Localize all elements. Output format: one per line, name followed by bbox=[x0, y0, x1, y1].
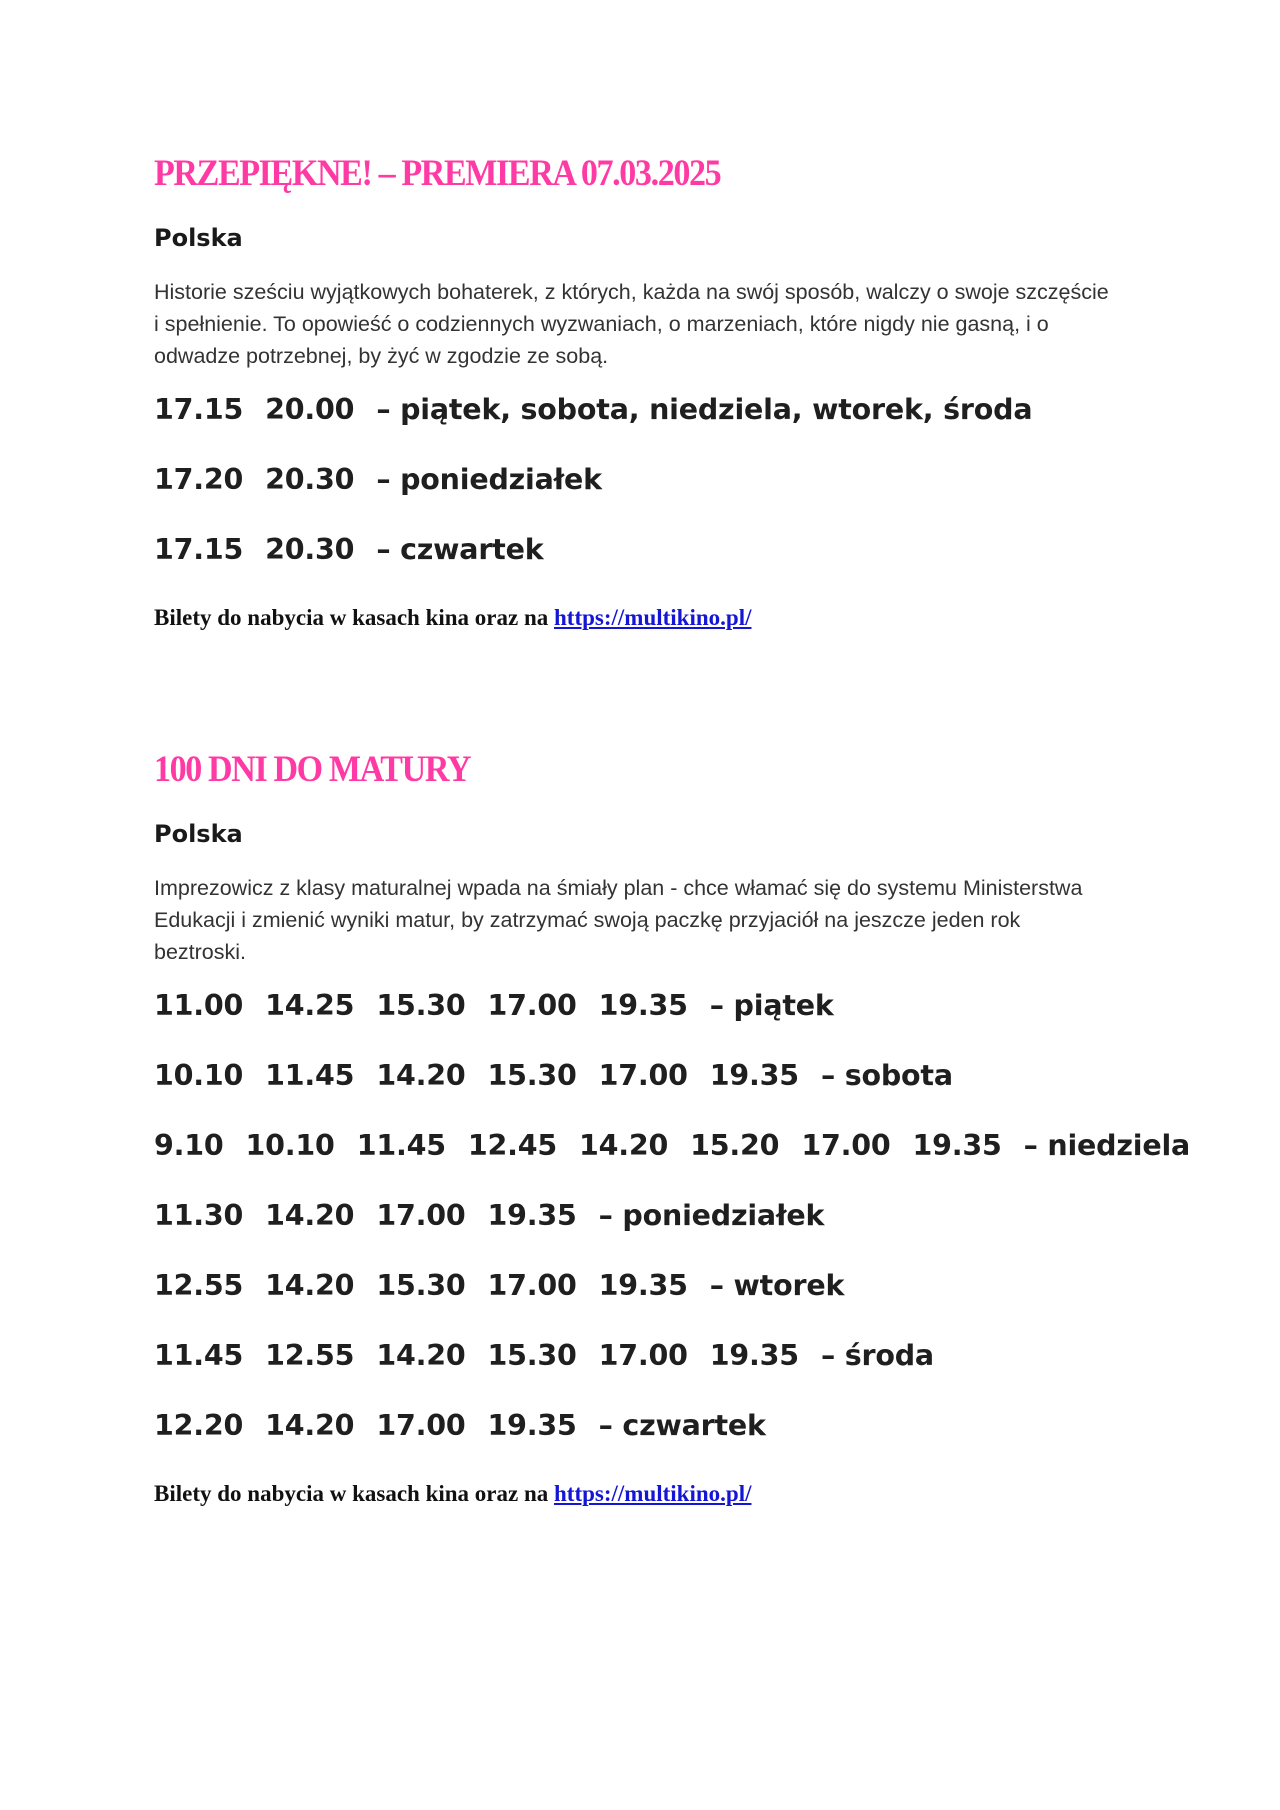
movie-section bbox=[154, 150, 1134, 634]
showtime-days: – czwartek bbox=[598, 1409, 766, 1442]
showtime-days: – wtorek bbox=[709, 1269, 845, 1302]
tickets-text: Bilety do nabycia w kasach kina oraz na bbox=[154, 605, 549, 630]
showtime-time: 17.00 bbox=[801, 1129, 891, 1162]
showtime-row bbox=[154, 530, 1134, 600]
showtime-time: 14.20 bbox=[265, 1269, 355, 1302]
showtime-days: – poniedziałek bbox=[598, 1199, 825, 1232]
showtime-time: 11.45 bbox=[154, 1339, 244, 1372]
showtime-time: 19.35 bbox=[709, 1059, 799, 1092]
showtime-time: 14.20 bbox=[265, 1409, 355, 1442]
showtime-time: 15.30 bbox=[376, 989, 466, 1022]
showtime-time: 20.30 bbox=[265, 463, 355, 496]
showtime-time: 19.35 bbox=[487, 1409, 577, 1442]
showtime-days: – piątek bbox=[709, 989, 834, 1022]
showtime-time: 17.15 bbox=[154, 533, 244, 566]
showtime-time: 19.35 bbox=[598, 989, 688, 1022]
showtime-time: 12.55 bbox=[154, 1269, 244, 1302]
showtime-time: 11.30 bbox=[154, 1199, 244, 1232]
showtime-row bbox=[154, 390, 1134, 460]
showtime-days: – czwartek bbox=[376, 533, 544, 566]
showtime-time: 15.30 bbox=[376, 1269, 466, 1302]
showtime-time: 17.00 bbox=[598, 1339, 688, 1372]
movie-title: PRZEPIĘKNE! – PREMIERA 07.03.2025 bbox=[154, 153, 721, 194]
tickets-info bbox=[154, 1478, 1134, 1510]
showtime-time: 17.15 bbox=[154, 393, 244, 426]
showtime-time: 19.35 bbox=[598, 1269, 688, 1302]
showtime-time: 15.30 bbox=[487, 1339, 577, 1372]
tickets-link[interactable]: https://multikino.pl/ bbox=[554, 605, 752, 630]
showtime-row bbox=[154, 1196, 1134, 1266]
showtime-row bbox=[154, 1266, 1134, 1336]
showtime-time: 14.20 bbox=[579, 1129, 669, 1162]
showtime-days: – niedziela bbox=[1023, 1129, 1191, 1162]
showtime-days: – środa bbox=[820, 1339, 934, 1372]
showtime-row bbox=[154, 1126, 1191, 1196]
tickets-info bbox=[154, 602, 1134, 634]
showtime-time: 20.00 bbox=[265, 393, 355, 426]
showtimes-list bbox=[154, 390, 1134, 600]
showtime-time: 10.10 bbox=[154, 1059, 244, 1092]
showtime-time: 17.00 bbox=[376, 1199, 466, 1232]
tickets-link[interactable]: https://multikino.pl/ bbox=[554, 1481, 752, 1506]
showtime-time: 19.35 bbox=[912, 1129, 1002, 1162]
showtime-time: 17.00 bbox=[487, 989, 577, 1022]
showtime-days: – sobota bbox=[820, 1059, 953, 1092]
showtime-time: 19.35 bbox=[709, 1339, 799, 1372]
showtime-days: – poniedziałek bbox=[376, 463, 602, 496]
showtime-time: 15.20 bbox=[690, 1129, 780, 1162]
showtime-time: 14.20 bbox=[376, 1339, 466, 1372]
showtime-time: 14.20 bbox=[376, 1059, 466, 1092]
showtime-time: 9.10 bbox=[154, 1129, 224, 1162]
showtime-time: 11.45 bbox=[265, 1059, 355, 1092]
showtime-time: 12.55 bbox=[265, 1339, 355, 1372]
showtime-row bbox=[154, 1336, 1134, 1406]
showtime-time: 15.30 bbox=[487, 1059, 577, 1092]
showtime-time: 14.20 bbox=[265, 1199, 355, 1232]
showtime-row bbox=[154, 1406, 1134, 1476]
showtime-time: 17.00 bbox=[598, 1059, 688, 1092]
showtimes-list bbox=[154, 986, 1191, 1476]
showtime-time: 11.45 bbox=[356, 1129, 446, 1162]
showtime-days: – piątek, sobota, niedziela, wtorek, środa bbox=[376, 393, 1033, 426]
movie-country: Polska bbox=[154, 224, 243, 252]
showtime-time: 17.00 bbox=[376, 1409, 466, 1442]
movie-title: 100 DNI DO MATURY bbox=[154, 749, 471, 790]
movie-description: Historie sześciu wyjątkowych bohaterek, z których, każda na swój sposób, walczy o swoje szczęście i spełnienie. To opowieść o codziennych wyzwaniach, o marzeniach, które nigdy nie gasną, i o odwadze potrzebnej, by żyć w zgodzie ze sobą. bbox=[154, 280, 1109, 368]
movie-description: Imprezowicz z klasy maturalnej wpada na śmiały plan - chce włamać się do systemu Ministerstwa Edukacji i zmienić wyniki matur, by zatrzymać swoją paczkę przyjaciół na jeszcze jeden rok beztroski. bbox=[154, 876, 1083, 964]
showtime-row bbox=[154, 986, 1134, 1056]
showtime-time: 20.30 bbox=[265, 533, 355, 566]
movie-country: Polska bbox=[154, 820, 243, 848]
showtime-row bbox=[154, 460, 1134, 530]
showtime-time: 10.10 bbox=[245, 1129, 335, 1162]
tickets-text: Bilety do nabycia w kasach kina oraz na bbox=[154, 1481, 549, 1506]
showtime-time: 11.00 bbox=[154, 989, 244, 1022]
showtime-row bbox=[154, 1056, 1134, 1126]
movie-section bbox=[154, 746, 1191, 1510]
showtime-time: 19.35 bbox=[487, 1199, 577, 1232]
showtime-time: 12.20 bbox=[154, 1409, 244, 1442]
showtime-time: 12.45 bbox=[467, 1129, 557, 1162]
showtime-time: 14.25 bbox=[265, 989, 355, 1022]
showtime-time: 17.20 bbox=[154, 463, 244, 496]
showtime-time: 17.00 bbox=[487, 1269, 577, 1302]
